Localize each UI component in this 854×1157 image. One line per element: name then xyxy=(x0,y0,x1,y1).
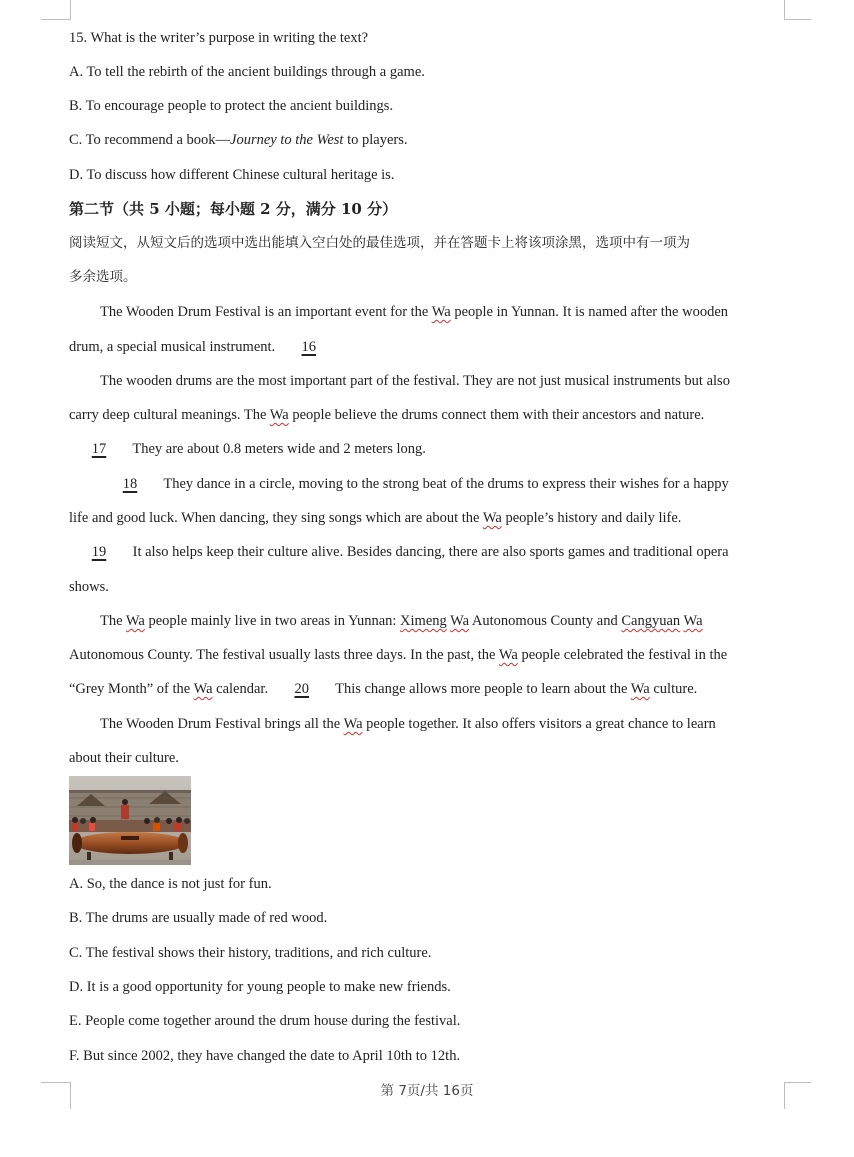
passage-line: 17 They are about 0.8 meters wide and 2 meters long. xyxy=(69,439,426,459)
option-d: D. It is a good opportunity for young people to make new friends. xyxy=(69,979,451,995)
passage-line: 18 They dance in a circle, moving to the strong beat of the drums to express their wishes for a happy xyxy=(100,474,729,494)
option-b: B. The drums are usually made of red wood. xyxy=(69,910,328,926)
blank-17: 17 xyxy=(91,441,107,457)
blank-19: 19 xyxy=(91,544,107,560)
passage-line: drum, a special musical instrument. 16 xyxy=(69,337,339,357)
option-a: A. So, the dance is not just for fun. xyxy=(69,876,272,892)
option-d: D. To discuss how different Chinese cultural heritage is. xyxy=(69,167,395,183)
passage-line: life and good luck. When dancing, they sing songs which are about the Wa people’s history and daily life. xyxy=(69,510,682,526)
option-c: C. The festival shows their history, traditions, and rich culture. xyxy=(69,945,432,961)
blank-20: 20 xyxy=(294,681,309,697)
drum-festival-photo xyxy=(69,776,191,865)
option-c: C. To recommend a book—Journey to the West to players. xyxy=(69,132,408,148)
option-a: A. To tell the rebirth of the ancient buildings through a game. xyxy=(69,64,425,80)
passage-line: 19 It also helps keep their culture alive. Besides dancing, there are also sports games and traditional opera xyxy=(69,542,729,562)
book-title: Journey to the West xyxy=(230,132,344,148)
question-15: 15. What is the writer’s purpose in writing the text? xyxy=(69,30,369,46)
passage-line: The wooden drums are the most important part of the festival. They are not just musical instruments but also xyxy=(100,373,730,389)
instructions: 多余选项。 xyxy=(69,269,137,285)
option-f: F. But since 2002, they have changed the date to April 10th to 12th. xyxy=(69,1048,461,1064)
passage-line: about their culture. xyxy=(69,750,179,766)
passage-line: shows. xyxy=(69,579,109,595)
page-corner-mark xyxy=(784,0,811,20)
section-heading: 第二节（共 5 小题；每小题 2 分，满分 10 分） xyxy=(69,200,398,218)
passage-line: carry deep cultural meanings. The Wa people believe the drums connect them with their ancestors and nature. xyxy=(69,407,705,423)
blank-16: 16 xyxy=(301,339,317,355)
blank-18: 18 xyxy=(122,476,138,492)
passage-line: Autonomous County. The festival usually lasts three days. In the past, the Wa people celebrated the festival in the xyxy=(69,647,728,663)
instructions: 阅读短文，从短文后的选项中选出能填入空白处的最佳选项，并在答题卡上将该项涂黑，选项中有一项为 xyxy=(69,235,690,251)
passage-line: “Grey Month” of the Wa calendar. 20 This change allows more people to learn about the Wa culture. xyxy=(69,681,698,697)
passage-line: The Wa people mainly live in two areas in Yunnan: Ximeng Wa Autonomous County and Cangyuan Wa xyxy=(100,613,703,629)
passage-line: The Wooden Drum Festival brings all the Wa people together. It also offers visitors a great chance to learn xyxy=(100,716,716,732)
page-corner-mark xyxy=(41,0,71,20)
option-e: E. People come together around the drum house during the festival. xyxy=(69,1013,461,1029)
passage-line: The Wooden Drum Festival is an important event for the Wa people in Yunnan. It is named after the wooden xyxy=(100,304,729,320)
option-b: B. To encourage people to protect the ancient buildings. xyxy=(69,98,394,114)
page-number: 第 7页/共 16页 xyxy=(380,1083,474,1099)
